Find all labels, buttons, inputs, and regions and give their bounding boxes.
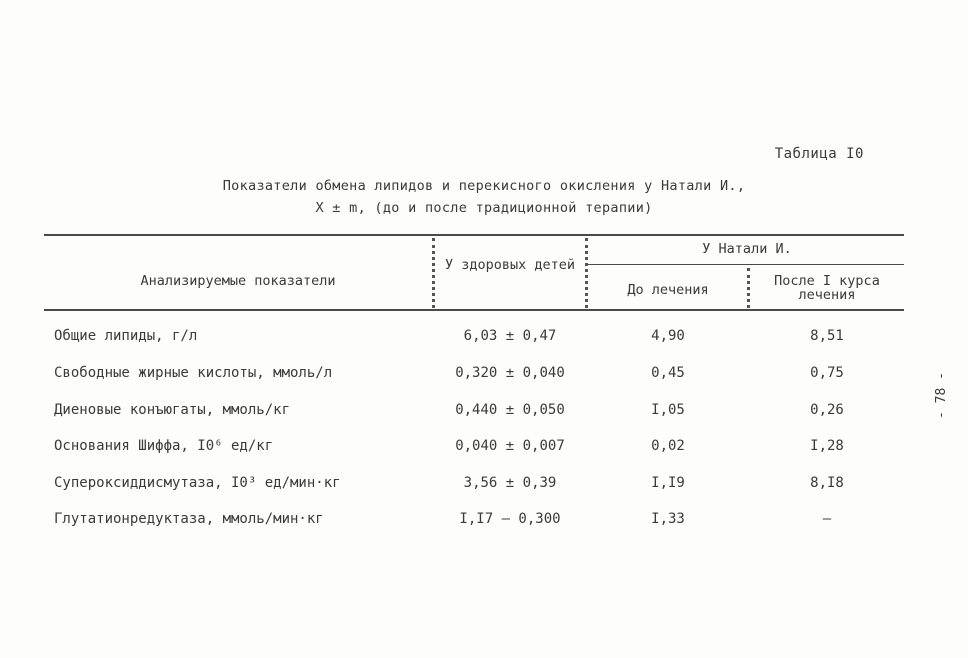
- table-row: [0, 475, 968, 497]
- header-patient: У Натали И.: [702, 241, 792, 257]
- column-divider: [432, 238, 435, 308]
- table-title-line2: X ± m, (до и после традиционной терапии): [315, 200, 653, 216]
- row-before-value: 0,45: [651, 365, 685, 381]
- row-healthy-value: 0,040 ± 0,007: [455, 438, 565, 454]
- row-before-value: I,I9: [651, 475, 685, 491]
- row-before-value: I,05: [651, 402, 685, 418]
- row-before-value: 4,90: [651, 328, 685, 344]
- row-healthy-value: I,I7 – 0,300: [459, 511, 561, 527]
- column-divider: [585, 238, 588, 308]
- row-healthy-value: 0,440 ± 0,050: [455, 402, 565, 418]
- row-after-value: 0,26: [810, 402, 844, 418]
- row-after-value: –: [822, 511, 832, 527]
- header-after: После I курса лечения: [774, 273, 880, 303]
- table-number: Таблица I0: [774, 146, 864, 162]
- table-row: [0, 438, 968, 460]
- table-row: [0, 365, 968, 387]
- row-healthy-value: 6,03 ± 0,47: [463, 328, 557, 344]
- table-header-rule: [44, 309, 904, 311]
- row-indicator: Супероксиддисмутаза, I0³ ед/мин·кг: [54, 475, 341, 491]
- row-after-value: 0,75: [810, 365, 844, 381]
- row-indicator: Основания Шиффа, I0⁶ ед/кг: [54, 438, 274, 454]
- table-top-rule: [44, 234, 904, 236]
- row-after-value: 8,51: [810, 328, 844, 344]
- row-after-value: I,28: [810, 438, 844, 454]
- table-subheader-rule: [587, 264, 904, 265]
- table-row: [0, 511, 968, 533]
- header-before: До лечения: [627, 282, 709, 298]
- page-number: - 78 -: [934, 372, 949, 419]
- table-row: [0, 328, 968, 350]
- table-row: [0, 402, 968, 424]
- row-healthy-value: 3,56 ± 0,39: [463, 475, 557, 491]
- column-divider: [747, 268, 750, 308]
- row-indicator: Диеновые конъюгаты, ммоль/кг: [54, 402, 291, 418]
- table-title-line1: Показатели обмена липидов и перекисного окисления у Натали И.,: [222, 178, 746, 194]
- row-before-value: 0,02: [651, 438, 685, 454]
- row-indicator: Свободные жирные кислоты, ммоль/л: [54, 365, 333, 381]
- row-before-value: I,33: [651, 511, 685, 527]
- row-healthy-value: 0,320 ± 0,040: [455, 365, 565, 381]
- row-indicator: Глутатионредуктаза, ммоль/мин·кг: [54, 511, 324, 527]
- row-indicator: Общие липиды, г/л: [54, 328, 198, 344]
- row-after-value: 8,I8: [810, 475, 844, 491]
- header-healthy: У здоровых детей: [444, 257, 576, 273]
- header-indicator: Анализируемые показатели: [140, 273, 336, 289]
